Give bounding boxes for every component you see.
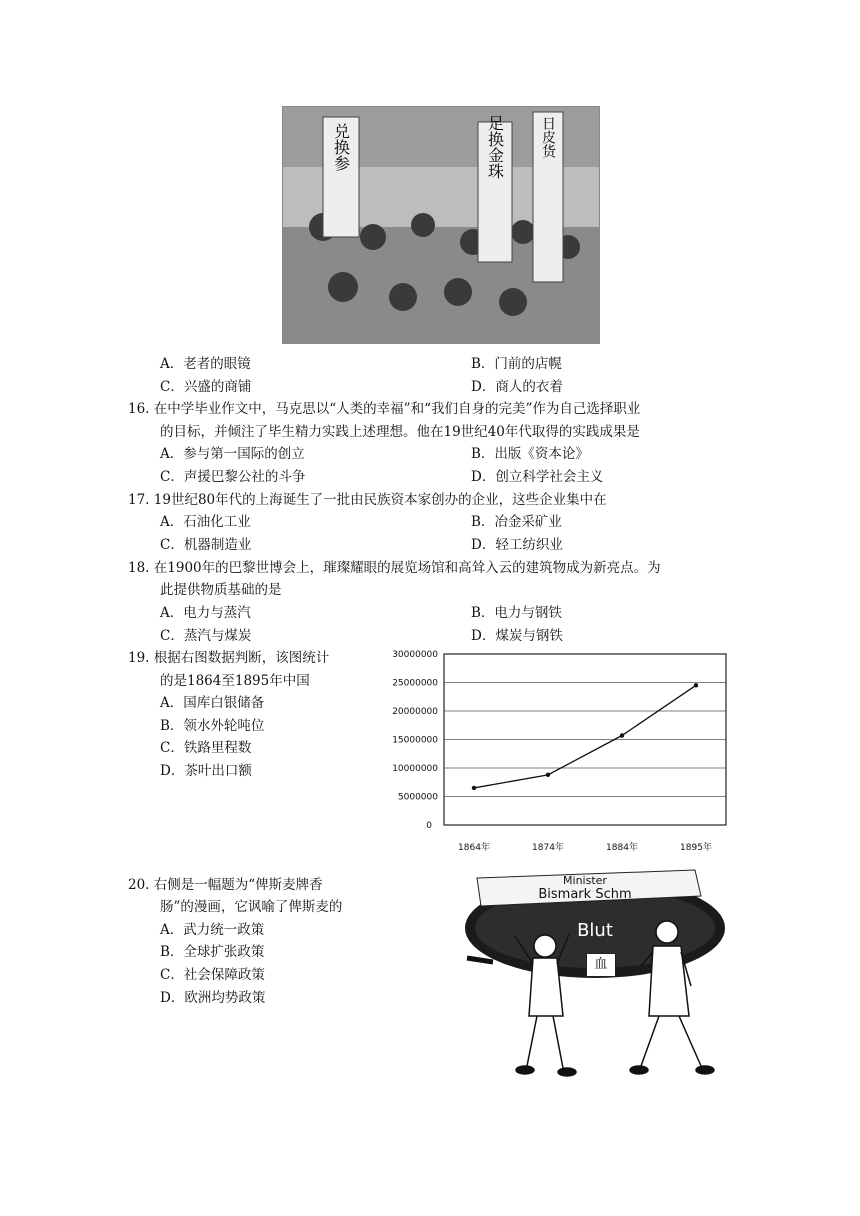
q18-option-d[interactable]: D．煤炭与钢铁 <box>471 628 563 644</box>
q20-option-b[interactable]: B．全球扩张政策 <box>160 944 265 960</box>
label-blut: Blut <box>577 920 613 941</box>
q18-option-b[interactable]: B．电力与钢铁 <box>471 605 562 621</box>
q18-stem-line2: 此提供物质基础的是 <box>160 582 282 598</box>
q15-option-c[interactable]: C．兴盛的商铺 <box>160 379 252 395</box>
y-tick-label: 25000000 <box>392 678 438 689</box>
data-point <box>620 733 624 737</box>
q20-stem-line2: 肠”的漫画，它讽喻了俾斯麦的 <box>160 899 343 915</box>
q19-option-d[interactable]: D．茶叶出口额 <box>160 763 252 779</box>
q20-option-d[interactable]: D．欧洲均势政策 <box>160 990 266 1006</box>
q18-option-c[interactable]: C．蒸汽与煤炭 <box>160 628 252 644</box>
market-street-image <box>282 106 600 344</box>
q16-option-d[interactable]: D．创立科学社会主义 <box>471 469 604 485</box>
y-tick-label: 20000000 <box>392 707 438 717</box>
label-minister: Minister <box>563 874 607 887</box>
q17-option-b[interactable]: B．冶金采矿业 <box>471 514 562 530</box>
q16-stem-line2: 的目标，并倾注了毕生精力实践上述理想。他在19世纪40年代取得的实践成果是 <box>160 424 640 440</box>
x-tick-label: 1895年 <box>680 843 712 853</box>
y-tick-label: 10000000 <box>392 764 438 774</box>
q19-stem-line2: 的是1864至1895年中国 <box>160 673 310 689</box>
q16-option-a[interactable]: A．参与第一国际的创立 <box>160 446 305 462</box>
y-tick-label: 0 <box>426 821 432 831</box>
sausage-tip <box>467 958 493 962</box>
q19-option-a[interactable]: A．国库白银储备 <box>160 695 265 711</box>
bismarck-sausage-cartoon <box>445 866 735 1088</box>
q18-option-a[interactable]: A．电力与蒸汽 <box>160 605 251 621</box>
y-tick-label: 30000000 <box>392 650 438 660</box>
y-tick-label: 15000000 <box>392 735 438 746</box>
banner-2: 足换金珠 <box>485 115 505 179</box>
q20-option-c[interactable]: C．社会保障政策 <box>160 967 265 983</box>
line-chart <box>380 645 730 860</box>
q19-stem-line1: 19. 根据右图数据判断，该图统计 <box>128 650 330 666</box>
q15-option-d[interactable]: D．商人的衣着 <box>471 379 563 395</box>
q19-option-c[interactable]: C．铁路里程数 <box>160 740 252 756</box>
banner-1: 兑换参 <box>331 123 351 171</box>
y-tick-label: 5000000 <box>397 792 438 803</box>
banner-3: 日皮货 <box>540 116 556 158</box>
q15-option-a[interactable]: A．老者的眼镜 <box>160 356 251 372</box>
q17-option-c[interactable]: C．机器制造业 <box>160 537 252 553</box>
q19-option-b[interactable]: B．领水外轮吨位 <box>160 718 265 734</box>
q16-option-b[interactable]: B．出版《资本论》 <box>471 446 589 462</box>
data-point <box>472 786 476 790</box>
q15-option-b[interactable]: B．门前的店幌 <box>471 356 562 372</box>
q16-option-c[interactable]: C．声援巴黎公社的斗争 <box>160 469 306 485</box>
data-point <box>694 683 698 687</box>
q18-stem-line1: 18. 在1900年的巴黎世博会上，璀璨耀眼的展览场馆和高耸入云的建筑物成为新亮点。为 <box>128 560 661 576</box>
q17-option-d[interactable]: D．轻工纺织业 <box>471 537 563 553</box>
data-point <box>546 773 550 777</box>
x-tick-label: 1884年 <box>606 843 638 853</box>
market-street-drawing <box>283 107 599 343</box>
q17-stem: 17. 19世纪80年代的上海诞生了一批由民族资本家创办的企业，这些企业集中在 <box>128 492 607 508</box>
label-bismark: Bismark Schm <box>538 887 632 902</box>
x-tick-label: 1874年 <box>532 843 564 853</box>
q16-stem-line1: 16. 在中学毕业作文中，马克思以“人类的幸福”和“我们自身的完美”作为自己选择职业 <box>128 401 641 417</box>
q17-option-a[interactable]: A．石油化工业 <box>160 514 251 530</box>
q20-stem-line1: 20. 右侧是一幅题为“俾斯麦牌香 <box>128 877 323 893</box>
q20-option-a[interactable]: A．武力统一政策 <box>160 922 265 938</box>
blood-label: 血 <box>586 953 616 977</box>
x-tick-label: 1864年 <box>458 843 490 853</box>
